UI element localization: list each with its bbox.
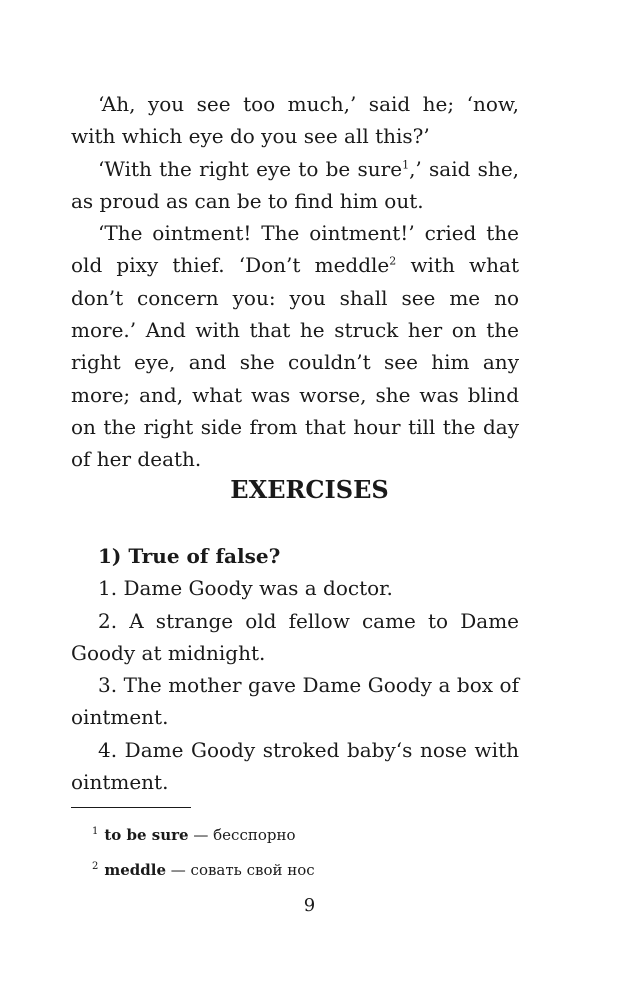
paragraph: ‘The ointment! The ointment!’ cried the old pixy thief. ‘Don’t meddle$^2$ with what don’t concern you: you shall see me no more.’ And with that he struck her on the right eye, and she couldn’t see him any more; and, what was worse, she was blind on the right side from that hour till the day of her death. [71,221,520,472]
footnote [92,816,512,851]
footnote-ref: 2 [389,254,397,268]
footnote-term: to be sure [104,826,189,844]
footnote-definition: — бесспорно [188,826,296,844]
footnotes [92,816,512,886]
footnote-ref: 1 [402,157,410,171]
footnote-divider [71,807,191,808]
exercise-item: 4. Dame Goody stroked baby‘s nose with ointment. [71,737,519,795]
exercise-item: 3. The mother gave Dame Goody a box of ointment. [71,673,519,730]
footnote-mark: 2 [92,861,99,872]
section-heading: EXERCISES [230,475,389,504]
exercise-item: 1. Dame Goody was a doctor. [98,576,393,601]
footnote [92,851,512,886]
paragraph: ‘With the right eye to be sure$^1$,’ said she, as proud as can be to find him out. [71,156,520,213]
paragraph: ‘Ah, you see too much,’ said he; ‘now, with which eye do you see all this?’ [71,92,519,149]
footnote-term: meddle [104,861,167,879]
exercise-title: 1) True of false? [98,544,281,568]
footnote-mark: 1 [92,826,99,837]
page-number: 9 [303,895,316,916]
story-text [71,88,519,476]
exercise-item: 2. A strange old fellow came to Dame Goody at midnight. [71,608,519,665]
exercise-block [71,540,519,798]
footnote-definition: — совать свой нос [166,861,315,879]
